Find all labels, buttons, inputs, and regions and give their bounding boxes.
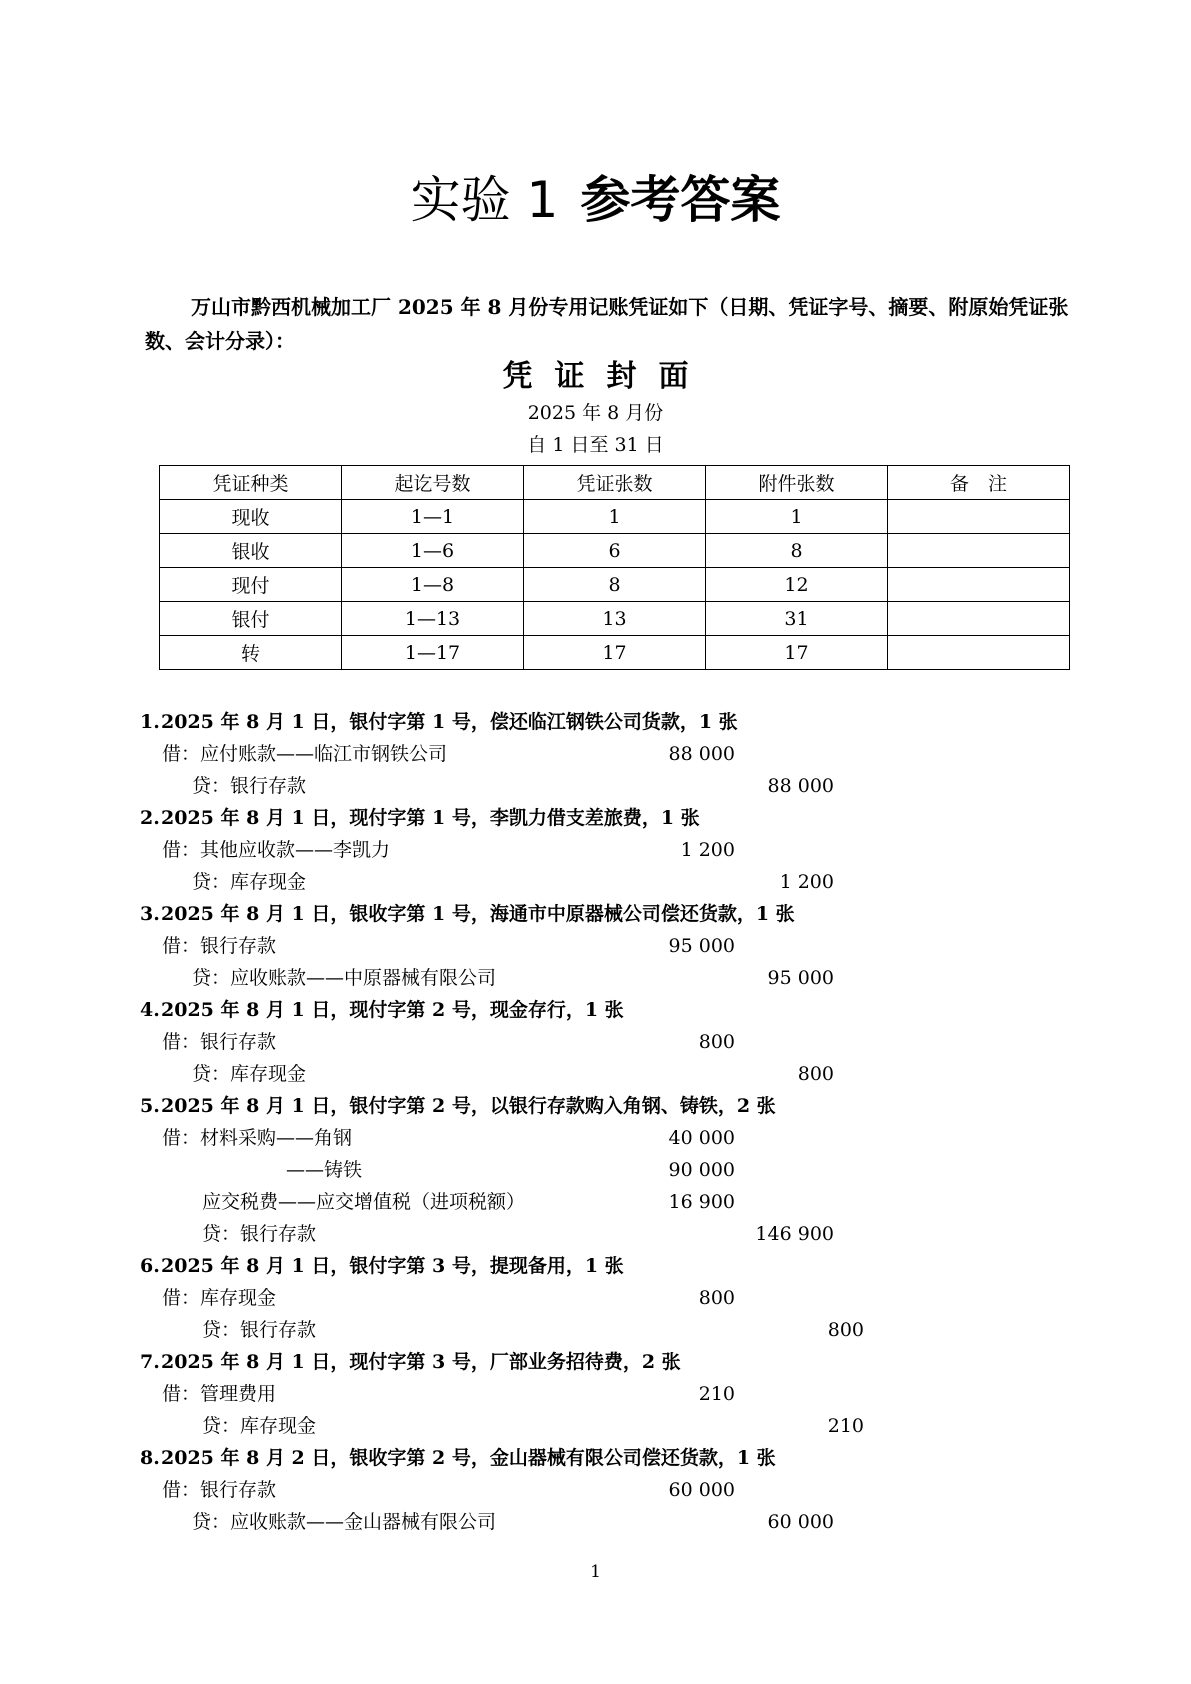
credit-line — [140, 1506, 1090, 1538]
entry-heading — [140, 898, 1090, 930]
table-cell — [888, 602, 1070, 636]
debit-line — [140, 834, 1090, 866]
table-cell — [888, 636, 1070, 670]
debit-line — [140, 1186, 1090, 1218]
table-cell: 现付 — [160, 568, 342, 602]
debit-line — [140, 1122, 1090, 1154]
debit-amount: 90 000 — [668, 1159, 735, 1181]
debit-amount: 95 000 — [668, 935, 735, 957]
table-row — [160, 534, 1070, 568]
table-cell: 1—13 — [342, 602, 524, 636]
account-label: ——铸铁 — [286, 1159, 363, 1181]
entry-summary: 2025 年 8 月 1 日，银付字第 1 号，偿还临江钢铁公司货款，1 张 — [161, 711, 738, 733]
debit-line — [140, 1026, 1090, 1058]
entry-heading — [140, 1090, 1090, 1122]
table-cell: 1—8 — [342, 568, 524, 602]
entry-number: 3. — [140, 903, 160, 925]
entry-number: 2. — [140, 807, 160, 829]
entry-heading — [140, 994, 1090, 1026]
credit-amount: 800 — [827, 1319, 864, 1341]
entry-summary: 2025 年 8 月 1 日，现付字第 1 号，李凯力借支差旅费，1 张 — [161, 807, 700, 829]
credit-line — [140, 1410, 1090, 1442]
debit-line — [140, 1154, 1090, 1186]
entry-number: 5. — [140, 1095, 160, 1117]
credit-amount: 146 900 — [755, 1223, 834, 1245]
debit-line — [140, 930, 1090, 962]
account-label: 贷：库存现金 — [202, 1415, 317, 1437]
entry-heading — [140, 1346, 1090, 1378]
table-row — [160, 602, 1070, 636]
debit-amount: 800 — [698, 1031, 735, 1053]
account-label: 贷：银行存款 — [202, 1319, 317, 1341]
page-title — [0, 170, 1191, 230]
entry-heading — [140, 1442, 1090, 1474]
table-cell: 1 — [524, 500, 706, 534]
table-cell — [888, 568, 1070, 602]
account-label: 借：库存现金 — [162, 1287, 277, 1309]
entry-summary: 2025 年 8 月 2 日，银收字第 2 号，金山器械有限公司偿还货款，1 张 — [161, 1447, 776, 1469]
credit-line — [140, 1314, 1090, 1346]
entry-summary: 2025 年 8 月 1 日，银收字第 1 号，海通市中原器械公司偿还货款，1 张 — [161, 903, 795, 925]
debit-amount: 1 200 — [680, 839, 735, 861]
credit-line — [140, 1058, 1090, 1090]
intro-paragraph: 万山市黔西机械加工厂 2025 年 8 月份专用记账凭证如下（日期、凭证字号、摘要、附原始凭证张数、会计分录）： — [145, 295, 1069, 353]
account-label: 借：银行存款 — [162, 935, 277, 957]
table-cell: 8 — [524, 568, 706, 602]
debit-amount: 16 900 — [668, 1191, 735, 1213]
account-label: 借：其他应收款——李凯力 — [162, 839, 391, 861]
debit-amount: 88 000 — [668, 743, 735, 765]
table-cell: 17 — [524, 636, 706, 670]
account-label: 贷：库存现金 — [192, 871, 307, 893]
table-cell: 13 — [524, 602, 706, 636]
table-row — [160, 636, 1070, 670]
journal-entry — [140, 1346, 1090, 1442]
debit-line — [140, 1474, 1090, 1506]
credit-line — [140, 770, 1090, 802]
table-row — [160, 568, 1070, 602]
table-cell: 现收 — [160, 500, 342, 534]
account-label: 借：应付账款——临江市钢铁公司 — [162, 743, 448, 765]
entry-number: 8. — [140, 1447, 160, 1469]
entry-number: 1. — [140, 711, 160, 733]
debit-line — [140, 1282, 1090, 1314]
debit-amount: 40 000 — [668, 1127, 735, 1149]
debit-amount: 210 — [698, 1383, 735, 1405]
account-label: 借：银行存款 — [162, 1031, 277, 1053]
account-label: 贷：银行存款 — [192, 775, 307, 797]
entry-summary: 2025 年 8 月 1 日，现付字第 2 号，现金存行，1 张 — [161, 999, 624, 1021]
journal-entry — [140, 706, 1090, 802]
header-cell: 起讫号数 — [342, 466, 524, 500]
debit-amount: 60 000 — [668, 1479, 735, 1501]
account-label: 贷：应收账款——金山器械有限公司 — [192, 1511, 497, 1533]
entry-heading — [140, 1250, 1090, 1282]
table-cell — [888, 534, 1070, 568]
entry-summary: 2025 年 8 月 1 日，银付字第 2 号，以银行存款购入角钢、铸铁，2 张 — [161, 1095, 776, 1117]
table-cell: 1 — [706, 500, 888, 534]
account-label: 应交税费——应交增值税（进项税额） — [202, 1191, 526, 1213]
journal-entry — [140, 1090, 1090, 1250]
voucher-cover-table — [159, 465, 1070, 670]
journal-entry — [140, 1442, 1090, 1538]
journal-entry — [140, 802, 1090, 898]
entry-number: 4. — [140, 999, 160, 1021]
credit-amount: 60 000 — [767, 1511, 834, 1533]
table-header-row — [160, 466, 1070, 500]
account-label: 贷：库存现金 — [192, 1063, 307, 1085]
entry-number: 6. — [140, 1255, 160, 1277]
table-cell: 6 — [524, 534, 706, 568]
debit-amount: 800 — [698, 1287, 735, 1309]
table-cell: 1—6 — [342, 534, 524, 568]
credit-amount: 88 000 — [767, 775, 834, 797]
credit-line — [140, 1218, 1090, 1250]
header-cell: 附件张数 — [706, 466, 888, 500]
credit-amount: 800 — [797, 1063, 834, 1085]
table-cell: 1—17 — [342, 636, 524, 670]
title-part2: 参考答案 — [580, 171, 781, 229]
journal-entries — [140, 706, 1090, 1538]
credit-amount: 1 200 — [779, 871, 834, 893]
table-cell — [888, 500, 1070, 534]
cover-range: 自 1 日至 31 日 — [527, 434, 664, 456]
table-cell: 8 — [706, 534, 888, 568]
entry-heading — [140, 706, 1090, 738]
entry-heading — [140, 802, 1090, 834]
account-label: 借：银行存款 — [162, 1479, 277, 1501]
entry-number: 7. — [140, 1351, 160, 1373]
entry-summary: 2025 年 8 月 1 日，现付字第 3 号，厂部业务招待费，2 张 — [161, 1351, 681, 1373]
journal-entry — [140, 898, 1090, 994]
cover-title: 凭证封面 — [502, 359, 711, 394]
entry-summary: 2025 年 8 月 1 日，银付字第 3 号，提现备用，1 张 — [161, 1255, 624, 1277]
table-cell: 31 — [706, 602, 888, 636]
table-cell: 12 — [706, 568, 888, 602]
header-cell: 凭证张数 — [524, 466, 706, 500]
account-label: 贷：银行存款 — [202, 1223, 317, 1245]
credit-line — [140, 866, 1090, 898]
table-cell: 1—1 — [342, 500, 524, 534]
table-row — [160, 500, 1070, 534]
table-cell: 银收 — [160, 534, 342, 568]
account-label: 借：管理费用 — [162, 1383, 277, 1405]
journal-entry — [140, 1250, 1090, 1346]
table-cell: 17 — [706, 636, 888, 670]
page-number: 1 — [590, 1562, 601, 1582]
table-cell: 银付 — [160, 602, 342, 636]
account-label: 借：材料采购——角钢 — [162, 1127, 353, 1149]
title-part1: 实验 1 — [410, 171, 559, 229]
cover-month: 2025 年 8 月份 — [527, 402, 664, 424]
debit-line — [140, 1378, 1090, 1410]
table-cell: 转 — [160, 636, 342, 670]
header-cell: 备 注 — [888, 466, 1070, 500]
header-cell: 凭证种类 — [160, 466, 342, 500]
debit-line — [140, 738, 1090, 770]
journal-entry — [140, 994, 1090, 1090]
account-label: 贷：应收账款——中原器械有限公司 — [192, 967, 497, 989]
credit-amount: 95 000 — [767, 967, 834, 989]
credit-amount: 210 — [827, 1415, 864, 1437]
credit-line — [140, 962, 1090, 994]
